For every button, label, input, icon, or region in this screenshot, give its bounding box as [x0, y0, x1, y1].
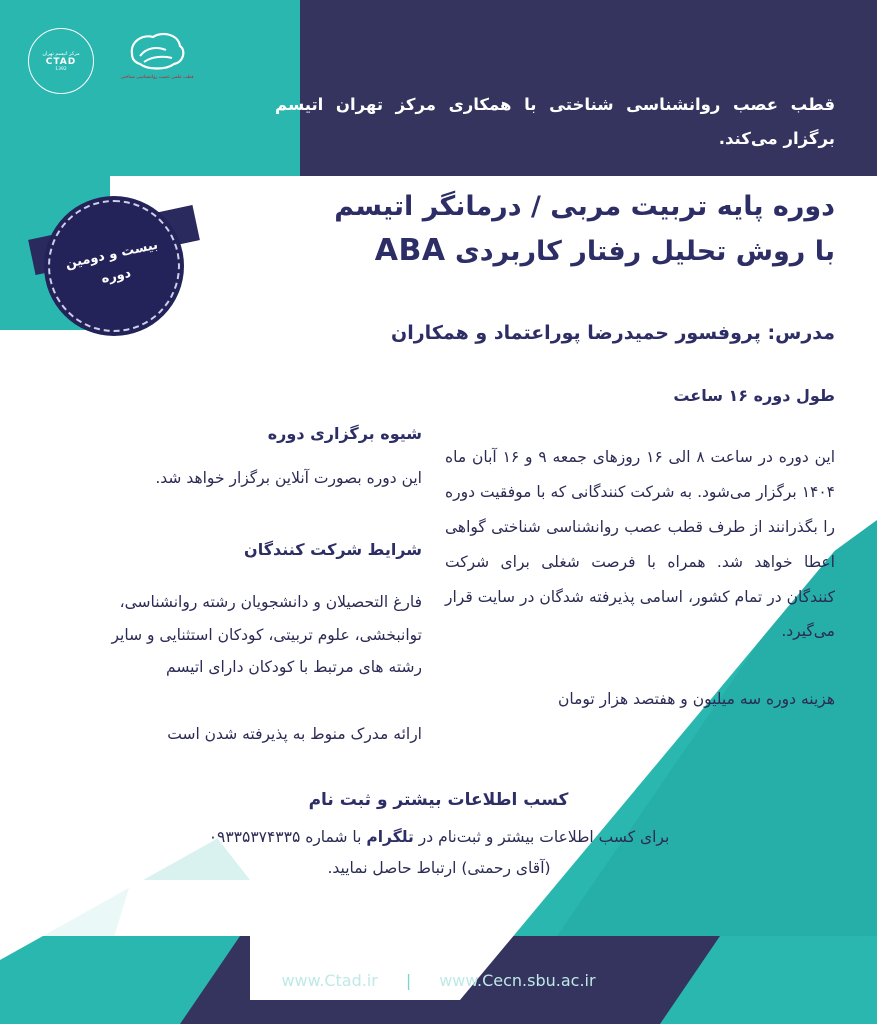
contact-phone[interactable]: ۰۹۳۳۵۳۷۴۳۳۵: [208, 828, 301, 846]
conditions-heading: شرایط شرکت کنندگان: [244, 540, 422, 559]
title-line-1: دوره پایه تربیت مربی / درمانگر اتیسم: [334, 191, 835, 222]
title-line-2-prefix: با روش تحلیل رفتار کاربردی: [454, 235, 835, 267]
page-title: [235, 186, 835, 274]
cecn-logo: [116, 28, 198, 100]
instructor-line: مدرس: پروفسور حمیدرضا پوراعتماد و همکاران: [391, 322, 835, 344]
ctad-logo-line2: CTAD: [45, 56, 77, 67]
footer-separator: |: [405, 970, 412, 990]
ctad-logo-line3: 1392: [55, 66, 67, 72]
method-heading: شیوه برگزاری دوره: [267, 424, 422, 443]
contact-text: [19, 822, 859, 884]
contact-text-part1: برای کسب اطلاعات بیشتر و ثبت‌نام در: [413, 828, 670, 846]
edition-seal: [48, 200, 176, 328]
footer-links: [0, 936, 877, 1024]
ctad-logo-line1: مرکز اتیسم تهران: [42, 50, 80, 57]
cecn-logo-caption: قطب علمی عصب روانشناسی شناختی: [120, 75, 194, 80]
edition-seal-line1: بیست و دومین: [63, 237, 160, 272]
course-description: این دوره در ساعت ۸ الی ۱۶ روزهای جمعه ۹ و ۱۶ آبان ماه ۱۴۰۴ برگزار می‌شود. به شرکت کنندگانی که با موفقیت دوره را بگذرانند از طرف قطب عصب روانشناسی شناختی گواهی اعطا خواهد شد. همراه با فرصت شغلی برای شرکت کنندگان در تمام کشور، اسامی پذیرفته شدگان در سایت قرار می‌گیرد.: [445, 448, 836, 641]
logo-row: [28, 28, 198, 100]
edition-seal-line2: دوره: [99, 265, 133, 287]
method-text: این دوره بصورت آنلاین برگزار خواهد شد.: [155, 469, 422, 487]
title-line-2: [235, 228, 835, 275]
course-duration: طول دوره ۱۶ ساعت: [673, 386, 835, 405]
footer-link-ctad[interactable]: www.Ctad.ir: [281, 970, 378, 990]
telegram-label: تلگرام: [366, 828, 414, 846]
intro-text: قطب عصب روانشناسی شناختی با همکاری مرکز تهران اتیسم برگزار می‌کند.: [275, 95, 835, 148]
footer-link-cecn[interactable]: www.Cecn.sbu.ac.ir: [439, 970, 596, 990]
contact-text-part2: با شماره: [300, 828, 367, 846]
edition-seal-text: [63, 235, 164, 298]
certificate-note: ارائه مدرک منوط به پذیرفته شدن است: [167, 725, 422, 743]
contact-text-part3: (آقای رحمتی) ارتباط حاصل نمایید.: [327, 859, 551, 877]
course-price: هزینه دوره سه میلیون و هفتصد هزار تومان: [558, 690, 835, 708]
contact-heading: کسب اطلاعات بیشتر و ثبت نام: [308, 790, 569, 810]
title-abbreviation: ABA: [374, 232, 446, 268]
brain-logo-icon: [126, 28, 188, 72]
conditions-text: فارغ التحصیلان و دانشجویان رشته روانشناسی، توانبخشی، علوم تربیتی، کودکان استثنایی و سایر رشته های مرتبط با کودکان دارای اتیسم: [111, 593, 422, 677]
ctad-logo: [28, 28, 94, 94]
edition-seal-circle: [48, 200, 180, 332]
